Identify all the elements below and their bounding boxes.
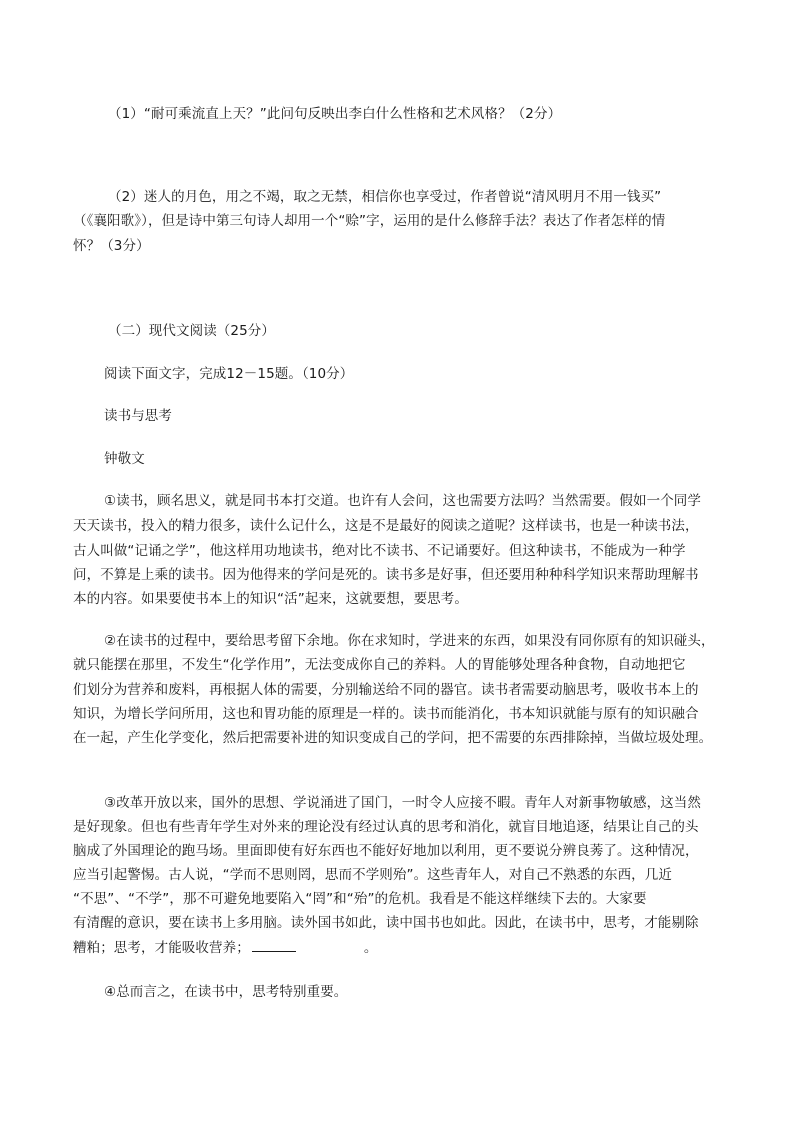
paragraph-2-line: 知识，为增长学问所用，这也和胃功能的原理是一样的。读书而能消化，书本知识就能与原有的知识融合: [73, 706, 699, 722]
paragraph-2-line: ②在读书的过程中，要给思考留下余地。你在求知时，学进来的东西，如果没有同你原有的知识碰头，: [104, 633, 715, 649]
paragraph-1-line: 本的内容。如果要使书本上的知识“活”起来，这就要想，要思考。: [73, 591, 468, 607]
paragraph-3-line: “不思”、“不学”，那不可避免地要陷入“罔”和“殆”的危机。我看是不能这样继续下去的。大家要: [73, 891, 647, 907]
paragraph-2-line: 们划分为营养和废料，再根据人体的需要，分别输送给不同的器官。读书者需要动脑思考，吸收书本上的: [73, 682, 699, 698]
paragraph-3-line: 应当引起警惕。古人说，“学而不思则罔，思而不学则殆”。这些青年人，对自己不熟悉的东西，几近: [73, 867, 672, 883]
question-2-line-1: （2）迷人的月色，用之不竭，取之无禁，相信你也享受过，作者曾说“清风明月不用一钱买”: [108, 189, 662, 205]
paragraph-1-line: 天天读书，投入的精力很多，读什么记什么，这是不是最好的阅读之道呢？这样读书，也是一种读书法，: [73, 518, 699, 534]
paragraph-3-line: ③改革开放以来，国外的思想、学说涌进了国门，一时令人应接不暇。青年人对新事物敏感，这当然: [104, 795, 702, 811]
question-2-line-3: 怀？（3分）: [73, 238, 150, 254]
paragraph-3-line: 是好现象。但也有些青年学生对外来的理论没有经过认真的思考和消化，就盲目地追逐，结果让自己的头: [73, 819, 699, 835]
paragraph-2-line: 就只能摆在那里，不发生“化学作用”，无法变成你自己的养料。人的胃能够处理各种食物，自动地把它: [73, 657, 686, 673]
paragraph-3-line: 糟粕；思考，才能吸收营养；: [73, 940, 250, 956]
paragraph-4: ④总而言之，在读书中，思考特别重要。: [104, 984, 348, 1000]
section-heading: （二）现代文阅读（25分）: [108, 323, 275, 339]
paragraph-1-line: 问，不算是上乘的读书。因为他得来的学问是死的。读书多是好事，但还要用种种科学知识来帮助理解书: [73, 567, 699, 583]
paragraph-1-line: 古人叫做“记诵之学”，他这样用功地读书，绝对比不读书、不记诵要好。但这种读书，不能成为一种学: [73, 543, 686, 559]
reading-instruction: 阅读下面文字，完成12－15题。（10分）: [104, 366, 354, 382]
paragraph-3-line: 脑成了外国理论的跑马场。里面即使有好东西也不能好好地加以利用，更不要说分辨良莠了。这种情况，: [73, 843, 699, 859]
paragraph-3-line: 有清醒的意识，要在读书上多用脑。读外国书如此，读中国书也如此。因此，在读书中，思考，才能剔除: [73, 915, 699, 931]
article-author: 钟敬文: [104, 451, 145, 467]
fill-in-blank: [252, 939, 296, 952]
question-2-line-2: （《襄阳歌》），但是诗中第三句诗人却用一个“赊”字，运用的是什么修辞手法？表达了作者怎样的情: [73, 213, 666, 229]
article-title: 读书与思考: [104, 408, 172, 424]
paragraph-3-last-line: [73, 939, 377, 956]
question-1: （1）“耐可乘流直上天？”此问句反映出李白什么性格和艺术风格？（2分）: [108, 106, 562, 122]
paragraph-2-line: 在一起，产生化学变化，然后把需要补进的知识变成自己的学问，把不需要的东西排除掉，当做垃圾处理。: [73, 730, 713, 746]
paragraph-1-line: ①读书，顾名思义，就是同书本打交道。也许有人会问，这也需要方法吗？当然需要。假如一个同学: [104, 493, 702, 509]
paragraph-3-end-mark: 。: [363, 940, 378, 956]
